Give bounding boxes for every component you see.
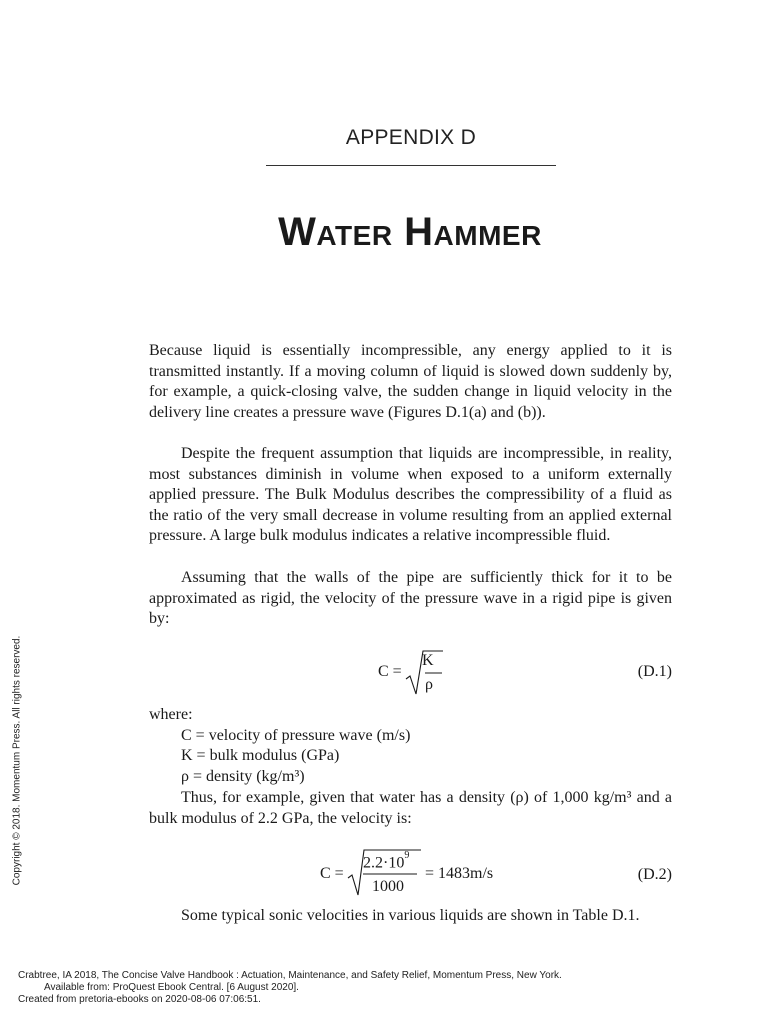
equation-d1-denominator: ρ — [425, 676, 433, 693]
equation-d1-lhs: C = — [378, 663, 402, 680]
equation-d2-numerator-base: 2.2·10 — [363, 854, 405, 872]
equation-d1-number: (D.1) — [637, 663, 672, 680]
paragraph-intro: Because liquid is essentially incompressible, any energy applied to it is transmitted instantly. If a moving column of liquid is slowed down suddenly by, for example, a quick-closing valve, the sudden change in liquid velocity in the delivery line creates a pressure wave (Figures D.1(a) and (b)). — [149, 342, 672, 421]
footer-line-availability: Available from: ProQuest Ebook Central. [6 August 2020]. — [44, 982, 299, 993]
equation-d2-exponent: 9 — [404, 850, 410, 861]
equation-d2-result: = 1483m/s — [425, 865, 494, 882]
footer-line-citation: Crabtree, IA 2018, The Concise Valve Handbook : Actuation, Maintenance, and Safety Relief, Momentum Press, New York. — [18, 970, 562, 981]
where-item-density: ρ = density (kg/m³) — [181, 767, 305, 785]
where-item-velocity: C = velocity of pressure wave (m/s) — [181, 726, 411, 744]
copyright-notice: Copyright © 2018. Momentum Press. All rights reserved. — [11, 635, 23, 886]
equation-d2-numerator — [363, 850, 410, 872]
paragraph-example: Thus, for example, given that water has a density (ρ) of 1,000 kg/m³ and a bulk modulus of 2.2 GPa, the velocity is: — [149, 789, 672, 827]
title-rule — [266, 165, 556, 166]
appendix-label: APPENDIX D — [345, 126, 477, 149]
equation-d2-denominator: 1000 — [372, 878, 404, 895]
paragraph-sonic-velocities: Some typical sonic velocities in various liquids are shown in Table D.1. — [181, 907, 640, 924]
where-item-bulk-modulus: K = bulk modulus (GPa) — [181, 747, 340, 765]
where-block — [149, 705, 672, 787]
equation-d1-numerator: K — [422, 652, 434, 669]
citation-footer — [18, 970, 758, 1006]
where-intro: where: — [149, 706, 193, 723]
equation-d2-lhs: C = — [320, 865, 344, 882]
footer-line-created: Created from pretoria-ebooks on 2020-08-06 07:06:51. — [18, 994, 261, 1005]
equation-d2-number: (D.2) — [637, 866, 672, 883]
paragraph-rigid-pipe: Assuming that the walls of the pipe are sufficiently thick for it to be approximated as rigid, the velocity of the pressure wave in a rigid pipe is given by: — [149, 569, 672, 628]
chapter-title: Water Hammer — [278, 210, 542, 254]
paragraph-bulk-modulus: Despite the frequent assumption that liquids are incompressible, in reality, most substances diminish in volume when exposed to a uniform externally applied pressure. The Bulk Modulus describes the compressibility of a fluid as the ratio of the very small decrease in volume resulting from an applied external pressure. A large bulk modulus indicates a relative incompressible fluid. — [149, 445, 672, 545]
